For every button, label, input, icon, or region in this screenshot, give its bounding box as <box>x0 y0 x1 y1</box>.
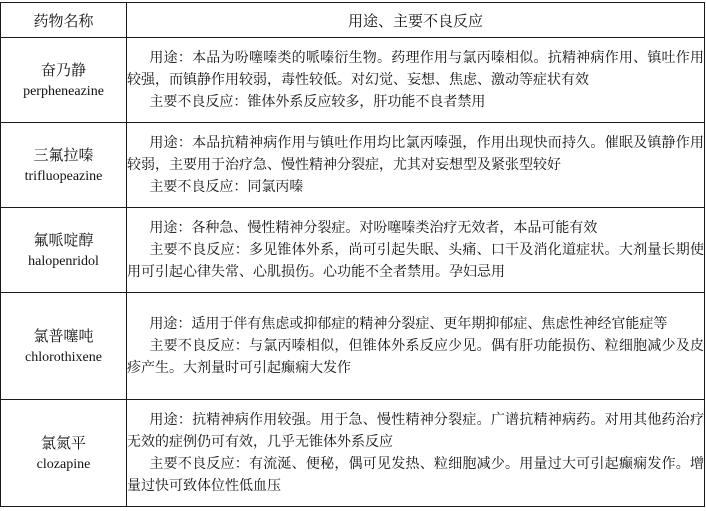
use-paragraph: 用途：适用于伴有焦虑或抑郁症的精神分裂症、更年期抑郁症、焦虑性神经官能症等 <box>149 316 668 332</box>
table-row <box>1 208 705 293</box>
table-header-row <box>1 3 705 38</box>
use-paragraph: 用途：各种急、慢性精神分裂症。对吩噻嗪类治疗无效者，本品可能有效 <box>149 220 598 236</box>
drug-table <box>0 2 705 507</box>
drug-name-en: perpheneazine <box>23 84 104 99</box>
drug-use-cell <box>127 38 705 123</box>
drug-name-cell <box>1 400 127 507</box>
use-paragraph: 用途：抗精神病作用较强。用于急、慢性精神分裂症。广谱抗精神病药。对用其他药治疗无效的症例仍可有效，几乎无锥体外系反应 <box>127 412 704 450</box>
table-row <box>1 123 705 208</box>
drug-name-cell <box>1 208 127 293</box>
header-use-adverse: 用途、主要不良反应 <box>127 3 705 38</box>
drug-name-zh: 氟哌啶醇 <box>33 231 94 249</box>
drug-name-zh: 奋乃静 <box>40 61 86 79</box>
drug-use-cell <box>127 293 705 400</box>
adverse-paragraph: 主要不良反应：锥体外系反应较多，肝功能不良者禁用 <box>149 94 486 110</box>
drug-name-en: halopenridol <box>28 254 99 269</box>
drug-use-cell <box>127 208 705 293</box>
adverse-paragraph: 主要不良反应：有流涎、便秘，偶可见发热、粒细胞减少。用量过大可引起癫痫发作。增量过快可致体位性低血压 <box>127 456 704 494</box>
header-drug-name: 药物名称 <box>1 3 127 38</box>
drug-name-zh: 氯普噻吨 <box>33 327 94 345</box>
drug-name-en: clozapine <box>36 457 91 472</box>
drug-name-zh: 三氟拉嗪 <box>33 146 94 164</box>
drug-name-cell <box>1 38 127 123</box>
drug-use-cell <box>127 123 705 208</box>
adverse-paragraph: 主要不良反应：与氯丙嗪相似，但锥体外系反应少见。偶有肝功能损伤、粒细胞减少及皮疹产生。大剂量时可引起癫痫大发作 <box>127 338 704 376</box>
drug-name-zh: 氯氮平 <box>40 434 86 452</box>
table-row <box>1 293 705 400</box>
drug-name-en: chlorothixene <box>25 350 102 365</box>
adverse-paragraph: 主要不良反应：同氯丙嗪 <box>149 179 304 195</box>
use-paragraph: 用途：本品为吩噻嗪类的哌嗪衍生物。药理作用与氯丙嗪相似。抗精神病作用、镇吐作用较强，而镇静作用较弱，毒性较低。对幻觉、妄想、焦虑、激动等症状有效 <box>127 50 704 88</box>
drug-name-cell <box>1 123 127 208</box>
table-row <box>1 400 705 507</box>
table-row <box>1 38 705 123</box>
use-paragraph: 用途：本品抗精神病作用与镇吐作用均比氯丙嗪强，作用出现快而持久。催眠及镇静作用较弱，主要用于治疗急、慢性精神分裂症，尤其对妄想型及紧张型较好 <box>127 135 704 173</box>
drug-name-en: trifluopeazine <box>24 169 103 184</box>
drug-name-cell <box>1 293 127 400</box>
drug-use-cell <box>127 400 705 507</box>
adverse-paragraph: 主要不良反应：多见锥体外系，尚可引起失眠、头痛、口干及消化道症状。大剂量长期使用可引起心律失常、心肌损伤。心功能不全者禁用。孕妇忌用 <box>127 242 704 280</box>
